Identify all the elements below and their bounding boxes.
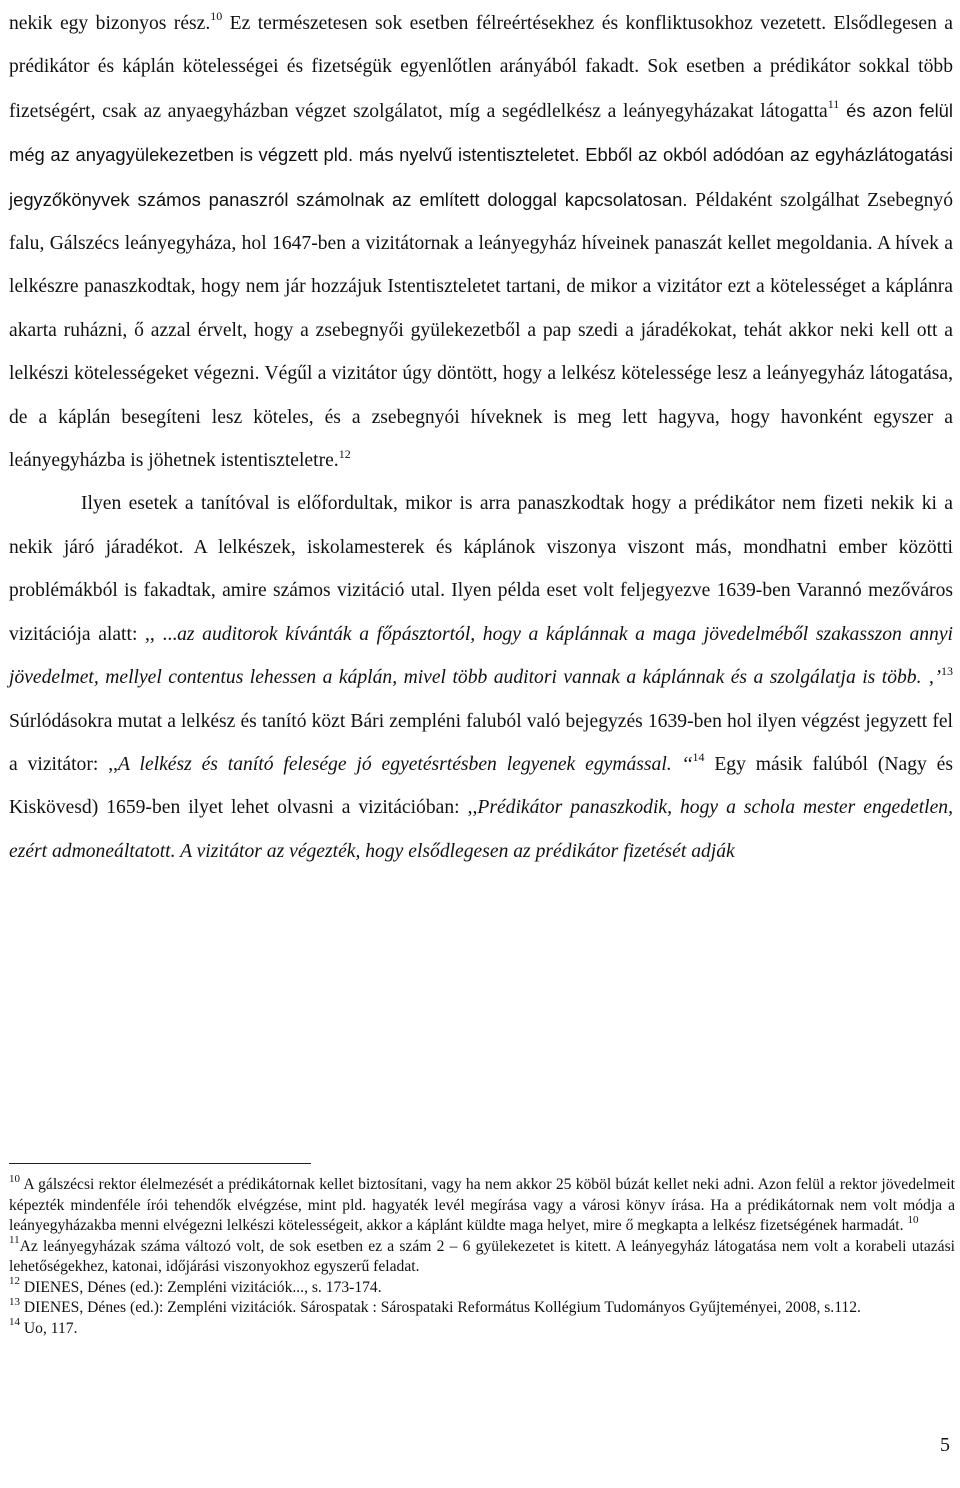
footnote-text: DIENES, Dénes (ed.): Zempléni vizitációk. Sárospatak : Sárospataki Református Kollégium Tudományos Gyűjteményei, 2008, s.112.: [20, 1299, 861, 1316]
main-text: [9, 2, 953, 873]
footnote-number: 11: [9, 1234, 20, 1247]
footnote-number: 14: [9, 1316, 20, 1329]
footnote-ref-11[interactable]: 11: [827, 97, 840, 112]
footnotes: [9, 1172, 955, 1339]
quote-kiskovesd: Prédikátor panaszkodik, hogy a schola mester engedetlen, ezért admoneáltatott. A vizitátor az végezték, hogy elsődlegesen az prédikátor fizetését adják: [9, 797, 954, 862]
footnote-text: Uo, 117.: [20, 1319, 78, 1337]
text-span: Egy másik falúból (Nagy és Kiskövesd) 1659-ben ilyet lehet olvasni a vizitációban: ,,: [9, 753, 953, 819]
text-span: Ebből az okból adódóan az egyházlátogatási jegyzőkönyvek számos panaszról számolnak az említett dologgal kapcsolatosan.: [9, 144, 953, 210]
quote-varanno: az auditorok kívánták a főpásztortól, hogy a káplánnak a maga jövedelméből szakasszon annyi jövedelmet, mellyel contentus lehessen a káplán, mivel több auditori vannak a káplánnak és a szolgálatja is több.: [9, 623, 953, 689]
footnote-number: 10: [907, 1213, 919, 1226]
page-number: 5: [940, 1434, 950, 1456]
footnote-14: [9, 1316, 955, 1340]
footnote-separator: [9, 1163, 311, 1164]
paragraph-1: [9, 2, 953, 482]
text-span: és azon felül még az anyagyülekezetben is végzett pld. más nyelvű istentiszteletet.: [9, 99, 953, 166]
footnote-text: A gálszécsi rektor élelmezését a prédikátornak kellet biztosítani, vagy ha nem akkor 25 köböl búzát kellet neki adni. Azon felül a rektor jövedelmeit képezték mindenféle írói tehendők elvégzése, mint pld. hagyaték levél megírása vagy a városi könyv írása. Ha a prédikátornak nem volt módja a leányegyházakba menni elvégezni lelkészi kötelességeit, akkor a káplánt küldte maga helyet, mire ő megkapta a lelkész fizetségének harmadát.: [9, 1176, 955, 1234]
text-span: Ez természetesen sok esetben félreértésekhez és konfliktusokhoz vezetett. Elsődlegesen a prédikátor és káplán kötelességei és fizetségük egyenlőtlen arányából fakadt.: [9, 13, 953, 78]
text-span: Súrlódásokra mutat a lelkész és tanító közt Bári zempléni faluból való bejegyzés 1639-ben hol ilyen végzést jegyzett fel a vizitátor: ,,: [9, 710, 953, 775]
footnote-13: [9, 1295, 955, 1319]
text-span: Példaként szolgálhat Zsebegnyó falu, Gálszécs leányegyháza, hol 1647-ben a vizitátornak a leányegyház híveinek panaszát kellet megoldania.: [9, 189, 954, 255]
footnote-text: DIENES, Dénes (ed.): Zempléni vizitációk..., s. 173-174.: [20, 1278, 382, 1296]
footnote-ref-10[interactable]: 10: [210, 9, 223, 24]
text-span: Ilyen esetek a tanítóval is előfordultak, mikor is arra panaszkodtak hogy a prédikátor nem fizeti nekik ki a nekik járó járadékot.: [9, 493, 953, 558]
footnote-ref-14[interactable]: 14: [692, 750, 705, 765]
footnote-11: [9, 1234, 955, 1278]
footnote-text: Az leányegyházak száma változó volt, de sok esetben ez a szám 2 – 6 gyülekezetet is kitett. A leányegyház látogatása nem volt a korabeli utazási lehetőségekhez, katonai, időjárási viszonyokhoz egyszerű feladat.: [9, 1237, 955, 1275]
paragraph-2: [9, 482, 953, 873]
text-span: nekik egy bizonyos rész.: [9, 13, 211, 34]
footnote-number: 13: [9, 1295, 20, 1308]
text-span: A hívek a lelkészre panaszkodtak, hogy nem jár hozzájuk Istentiszteletet tartani, de mikor a vizitátor ezt a kötelességet a káplánra akarta ruházni, ő azzal érvelt, hogy a zsebegnyői gyülekezetből a pap szedi a járadékokat, tehát akkor neki kell ott a lelkészi kötelességeket végezni. Végűl a vizitátor úgy döntött, hogy a lelkész kötelessége lesz a leányegyház látogatása, de a káplán besegíteni lesz köteles, és a zsebegnyói híveknek is meg lett hagyva, hogy havonként egyszer a leányegyházba is jöhetnek istentiszteletre.: [9, 233, 953, 472]
footnote-ref-13[interactable]: 13: [941, 663, 953, 678]
quote-close: ‘‘: [671, 753, 693, 775]
footnote-number: 10: [9, 1172, 20, 1185]
text-span: Sok esetben a prédikátor sokkal több fizetségért, csak az anyaegyházban végzet szolgálatot, míg a segédlelkész a leányegyházakat látogatta: [9, 56, 954, 122]
footnote-12: [9, 1275, 955, 1299]
text-span: A lelkészek, iskolamesterek és káplánok viszonya viszont más, mondhatni ember közötti problémákból is fakadtak, amire számos vizitáció utal. Ilyen példa eset volt feljegyezve 1639-ben Varannó mezőváros vizitációja alatt: ,, ...: [9, 536, 953, 645]
footnote-number: 12: [9, 1275, 20, 1288]
footnote-10: [9, 1172, 955, 1237]
quote-close: ‚’: [921, 667, 941, 689]
footnote-ref-12[interactable]: 12: [338, 446, 351, 461]
quote-bari: A lelkész és tanító felesége jó egyetésrtésben legyenek egymással.: [118, 753, 672, 775]
